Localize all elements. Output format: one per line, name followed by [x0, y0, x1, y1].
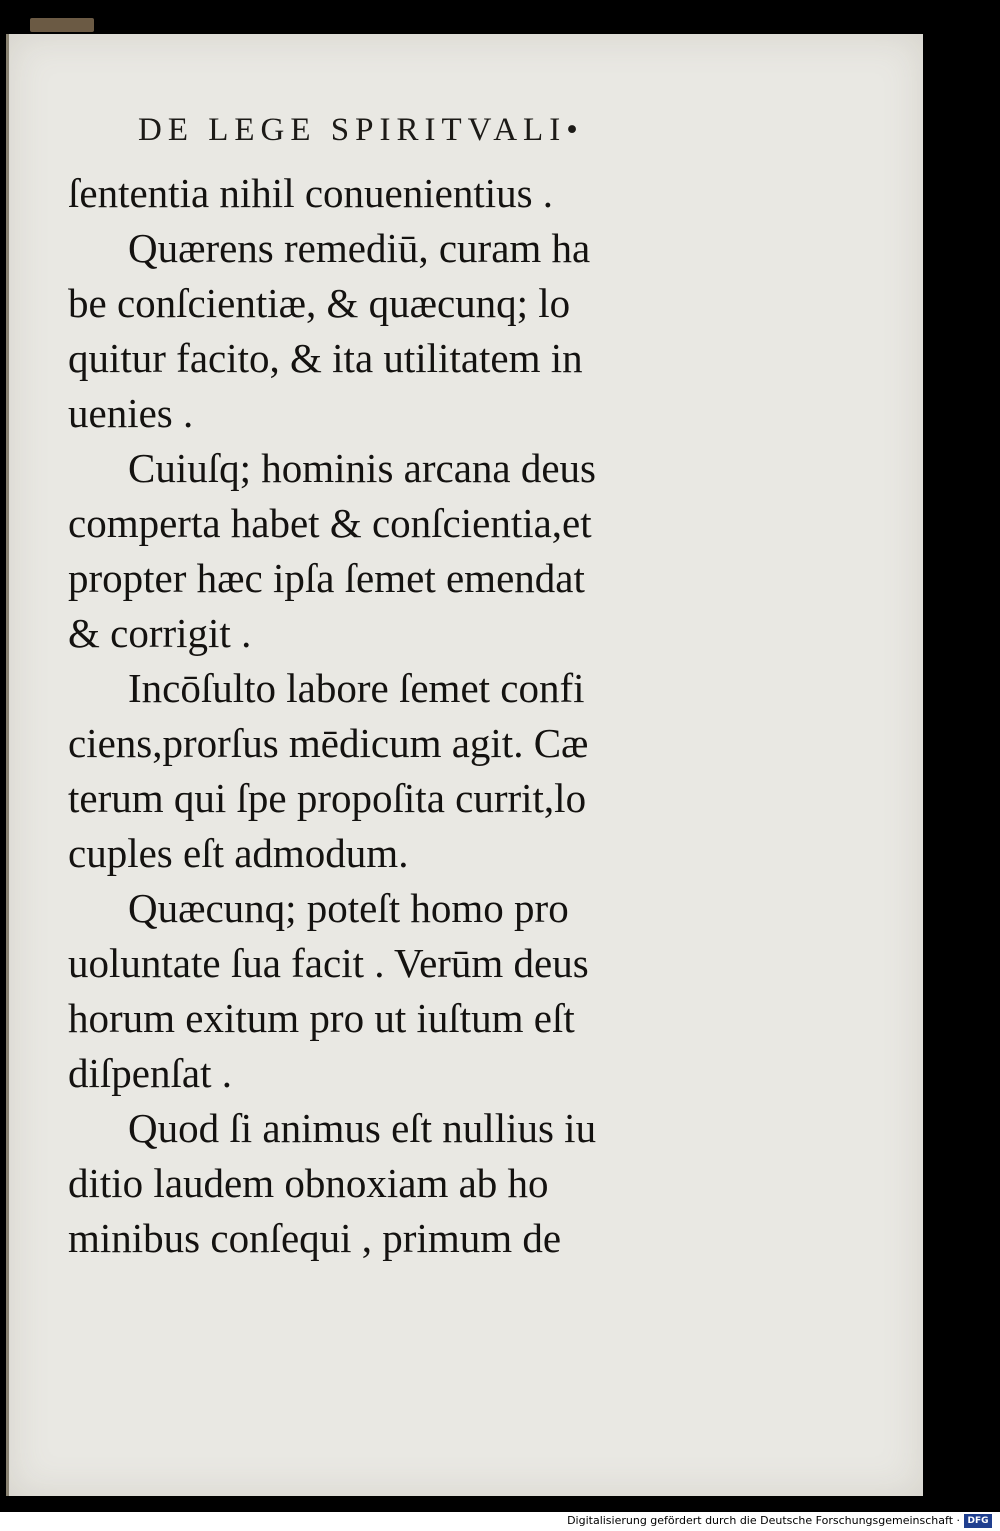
digitization-credit: Digitalisierung gefördert durch die Deutsche Forschungsgemeinschaft ·	[567, 1514, 960, 1527]
text-line: ſententia nihil conuenientius .	[68, 170, 554, 216]
text-block	[68, 166, 700, 1266]
text-line: Quæcunq; poteſt homo pro	[128, 885, 569, 931]
text-line: minibus conſequi , primum de	[68, 1215, 562, 1261]
text-line: terum qui ſpe propoſita currit,lo	[68, 775, 587, 821]
text-line: cuples eſt admodum.	[68, 830, 409, 876]
text-line: Incōſulto labore ſemet confi	[128, 665, 585, 711]
text-line: propter hæc ipſa ſemet emendat	[68, 555, 585, 601]
text-line: comperta habet & conſcientia,et	[68, 500, 592, 546]
running-head: DE LEGE SPIRITVALI•	[138, 112, 584, 148]
text-line: be conſcientiæ, & quæcunq; lo	[68, 280, 571, 326]
text-line: quitur facito, & ita utilitatem in	[68, 335, 583, 381]
text-line: Cuiuſq; hominis arcana deus	[128, 445, 596, 491]
text-line: uoluntate ſua facit . Verūm deus	[68, 940, 589, 986]
text-line: ciens,prorſus mēdicum agit. Cæ	[68, 720, 589, 766]
binding-tab	[30, 18, 94, 32]
text-line: & corrigit .	[68, 610, 252, 656]
text-line: diſpenſat .	[68, 1050, 232, 1096]
text-line: uenies .	[68, 390, 194, 436]
text-line: Quærens remediū, curam ha	[128, 225, 591, 271]
text-line: horum exitum pro ut iuſtum eſt	[68, 995, 575, 1041]
dfg-logo: DFG	[964, 1514, 992, 1528]
text-line: Quod ſi animus eſt nullius iu	[128, 1105, 597, 1151]
text-line: ditio laudem obnoxiam ab ho	[68, 1160, 549, 1206]
